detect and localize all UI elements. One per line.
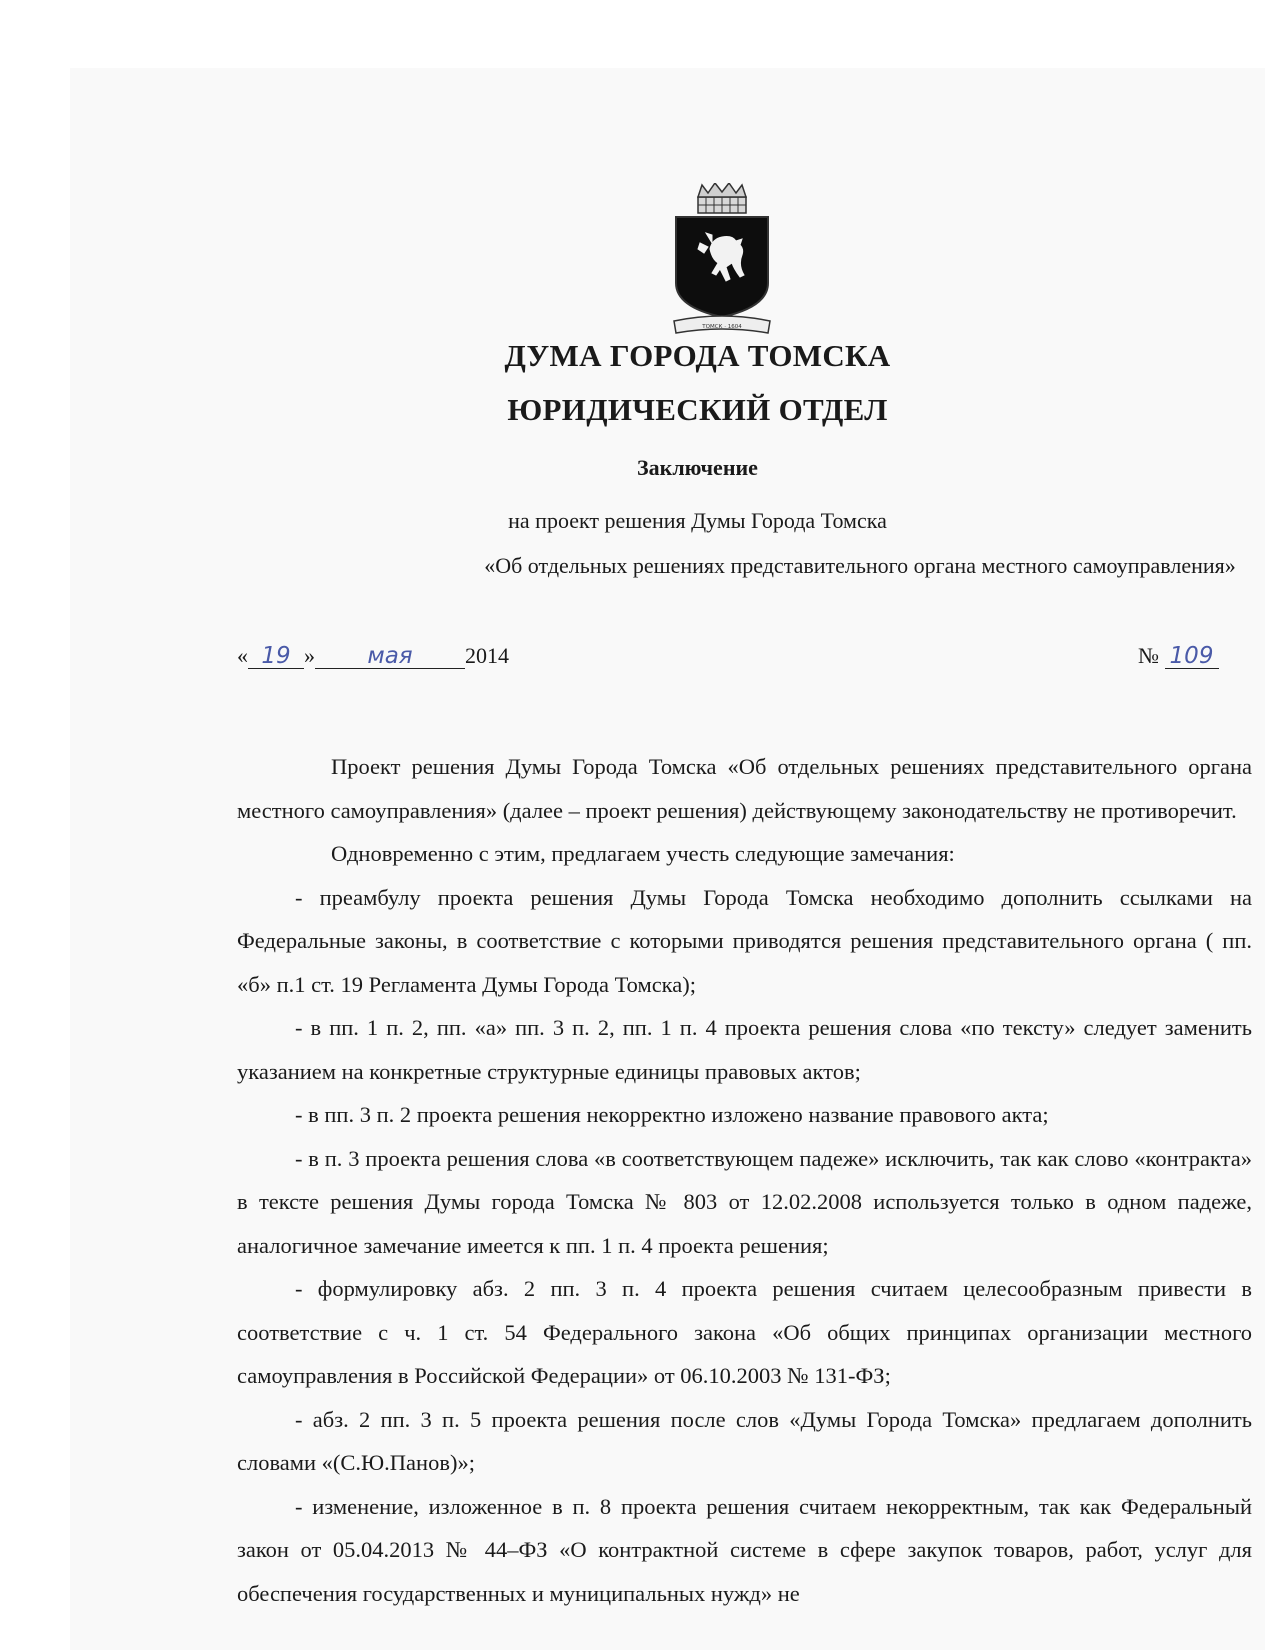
subject-line-2: «Об отдельных решениях представительного органа местного самоуправления» (484, 553, 1236, 578)
date-close-quote: » (304, 643, 315, 668)
document-type-title: Заключение (637, 455, 758, 480)
date-month-field (315, 644, 465, 669)
number-handwritten: 109 (1169, 643, 1214, 669)
subject-line-1: на проект решения Думы Города Томска (508, 508, 887, 533)
conclusion-body (237, 745, 1252, 1615)
date-year: 2014 (465, 643, 509, 668)
date-month-handwritten: мая (367, 643, 413, 669)
remark-item: - в п. 3 проекта решения слова «в соответствующем падеже» исключить, так как слово «контракта» в тексте решения Думы города Томска № 803 от 12.02.2008 используется только в одном падеже, аналогичное замечание имеется к пп. 1 п. 4 проекта решения; (237, 1145, 1252, 1258)
document-date (237, 643, 509, 669)
remark-item: - преамбулу проекта решения Думы Города Томска необходимо дополнить ссылками на Федеральные законы, в соответствие с которыми приводятся решения представительного органа ( пп. «б» п.1 ст. 19 Регламента Думы Города Томска); (237, 884, 1252, 997)
number-label: № (1138, 643, 1159, 668)
document-number (1138, 643, 1219, 669)
body-paragraph: Одновременно с этим, предлагаем учесть следующие замечания: (331, 841, 955, 866)
tomsk-coat-of-arms-emblem (672, 183, 772, 341)
department-name: ЮРИДИЧЕСКИЙ ОТДЕЛ (507, 392, 888, 427)
crown-icon (698, 183, 746, 213)
remark-item: - в пп. 3 п. 2 проекта решения некорректно изложено название правового акта; (295, 1102, 1049, 1127)
remark-item: - абз. 2 пп. 3 п. 5 проекта решения после слов «Думы Города Томска» предлагаем дополнить словами «(С.Ю.Панов)»; (237, 1406, 1252, 1475)
body-paragraph: Проект решения Думы Города Томска «Об отдельных решениях представительного органа местного самоуправления» (далее – проект решения) действующему законодательству не противоречит. (237, 754, 1252, 823)
emblem-ribbon-text: ТОМСК · 1604 (702, 324, 742, 330)
date-day-field (248, 644, 304, 669)
number-field (1165, 644, 1219, 669)
date-day-handwritten: 19 (261, 643, 291, 669)
organization-name: ДУМА ГОРОДА ТОМСКА (504, 338, 891, 373)
ribbon-icon (674, 316, 770, 333)
remark-item: - формулировку абз. 2 пп. 3 п. 4 проекта решения считаем целесообразным привести в соответствие с ч. 1 ст. 54 Федерального закона «Об общих принципах организации местного самоуправления в Российской Федерации» от 06.10.2003 № 131-ФЗ; (237, 1276, 1252, 1388)
remark-item: - в пп. 1 п. 2, пп. «а» пп. 3 п. 2, пп. 1 п. 4 проекта решения слова «по тексту» следует заменить указанием на конкретные структурные единицы правовых актов; (237, 1015, 1252, 1084)
date-open-quote: « (237, 643, 248, 668)
remark-item: - изменение, изложенное в п. 8 проекта решения считаем некорректным, так как Федеральный закон от 05.04.2013 № 44–ФЗ «О контрактной системе в сфере закупок товаров, работ, услуг для обеспечения государственных и муниципальных нужд» не (237, 1493, 1252, 1606)
